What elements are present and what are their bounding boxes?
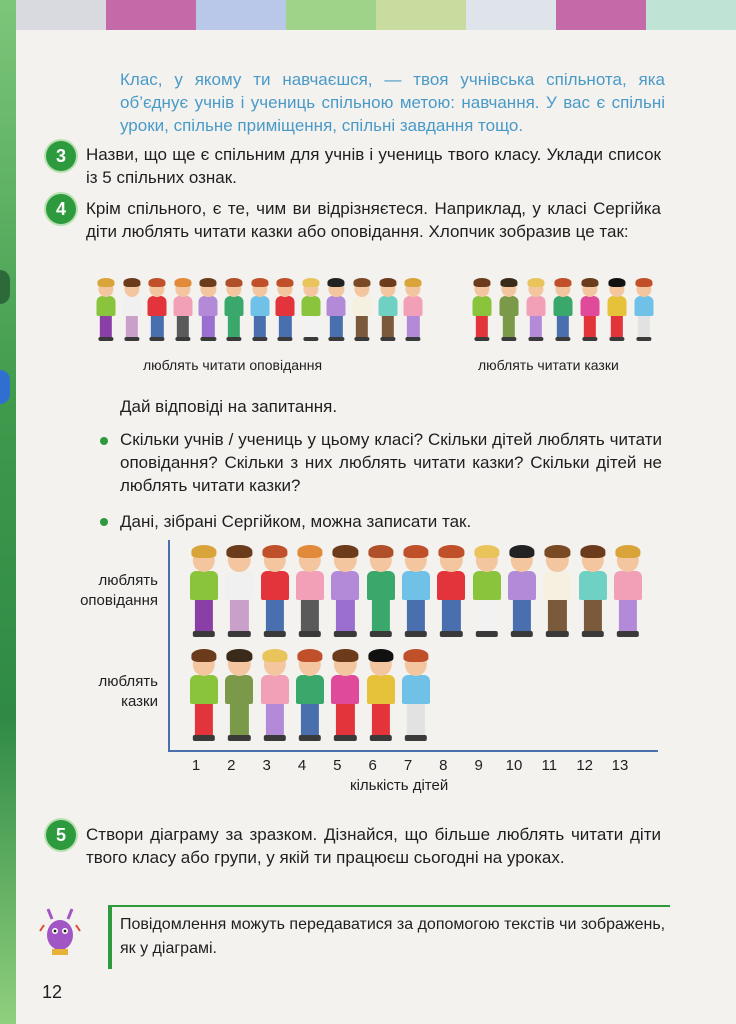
intro-text: Клас, у якому ти навчаєшся, — твоя учнівська спільнота, яка об’єднує учнів і учениць спільною метою: навчання. У вас є спільні уроки, спільне приміщення, спільні завдання тощо. xyxy=(120,70,665,135)
note-text: Повідомлення можуть передаватися за допомогою текстів чи зображень, як у діаграмі. xyxy=(120,916,666,957)
strip-segment xyxy=(286,0,376,30)
edge-tab-green xyxy=(0,270,10,304)
child-figure-tales xyxy=(468,280,497,343)
child-figure-tales xyxy=(576,280,605,343)
note-box xyxy=(108,905,670,969)
child-figure-stories xyxy=(399,280,428,343)
strip-segment xyxy=(646,0,736,30)
bullet-1-text: Скільки учнів / учениць у цьому класі? Скільки дітей люблять читати оповідання? Скільки з них люблять читати казки? Скільки дітей не люблять читати казки? xyxy=(120,430,662,495)
group-stories-caption: люблять читати оповідання xyxy=(143,357,323,373)
group-tales-caption: люблять читати казки xyxy=(478,357,619,373)
x-tick-label: 13 xyxy=(611,757,629,774)
x-tick-label: 12 xyxy=(576,757,593,774)
child-figure-stories xyxy=(373,280,402,343)
child-figure-stories xyxy=(322,280,351,343)
chart-x-axis xyxy=(168,750,658,752)
chart-y-axis xyxy=(168,540,170,752)
child-figure-stories xyxy=(297,280,326,343)
child-figure-stories xyxy=(92,280,121,343)
x-tick-label: 6 xyxy=(368,757,377,774)
strip-segment xyxy=(466,0,556,30)
strip-segment xyxy=(556,0,646,30)
page-number: 12 xyxy=(42,982,63,1002)
child-figure-tales xyxy=(549,280,578,343)
child-figure-stories xyxy=(143,280,172,343)
chart-x-label: кількість дітей xyxy=(350,777,449,794)
x-tick-label: 2 xyxy=(227,757,236,774)
edge-tab-blue xyxy=(0,370,10,404)
child-figure-tales xyxy=(495,280,524,343)
bullet-marker-1 xyxy=(100,437,108,445)
child-figure-stories xyxy=(169,280,198,343)
robot-mascot-icon xyxy=(38,905,82,957)
child-figure-stories xyxy=(220,280,249,343)
x-tick-label: 9 xyxy=(474,757,483,774)
x-tick-label: 1 xyxy=(191,757,201,774)
child-figure-stories xyxy=(348,280,377,343)
child-figure-stories xyxy=(194,280,223,343)
task-4-text: Крім спільного, є те, чим ви відрізняєтеся. Наприклад, у класі Сергійка діти люблять читати казки або оповідання. Хлопчик зобразив це так: xyxy=(86,199,661,241)
x-tick-label: 5 xyxy=(333,757,342,774)
task-3-number: 3 xyxy=(46,141,76,171)
color-strip xyxy=(16,0,736,30)
child-figure-tales xyxy=(522,280,551,343)
bullet-marker-2 xyxy=(100,518,108,526)
strip-segment xyxy=(376,0,466,30)
strip-segment xyxy=(196,0,286,30)
bullet-2-text: Дані, зібрані Сергійком, можна записати так. xyxy=(120,512,472,531)
x-tick-label: 8 xyxy=(439,757,448,774)
child-figure-stories xyxy=(117,280,146,343)
row-label-stories: люблять оповідання xyxy=(80,572,158,609)
child-figure-tales xyxy=(630,280,659,343)
x-tick-label: 10 xyxy=(505,757,523,774)
strip-segment xyxy=(106,0,196,30)
x-tick-label: 4 xyxy=(297,757,307,774)
x-tick-label: 3 xyxy=(262,757,271,774)
chart-mark-stories xyxy=(607,547,649,639)
task-5-number: 5 xyxy=(46,820,76,850)
child-figure-stories xyxy=(245,280,274,343)
x-tick-label: 11 xyxy=(541,757,558,774)
strip-segment xyxy=(16,0,106,30)
task-5-text: Створи діаграму за зразком. Дізнайся, що більше люблять читати діти твого класу або групи, у якій ти працюєш сьогодні на уроках. xyxy=(86,825,661,867)
questions-intro: Дай відповіді на запитання. xyxy=(120,397,338,416)
task-4-number: 4 xyxy=(46,194,76,224)
x-tick-label: 7 xyxy=(403,757,413,774)
chart-mark-tales xyxy=(395,651,437,743)
task-3-text: Назви, що ще є спільним для учнів і учениць твого класу. Уклади список із 5 спільних ознак. xyxy=(86,145,661,187)
child-figure-stories xyxy=(271,280,300,343)
book-edge xyxy=(0,0,16,1024)
row-label-tales: люблять казки xyxy=(98,673,158,710)
child-figure-tales xyxy=(603,280,632,343)
